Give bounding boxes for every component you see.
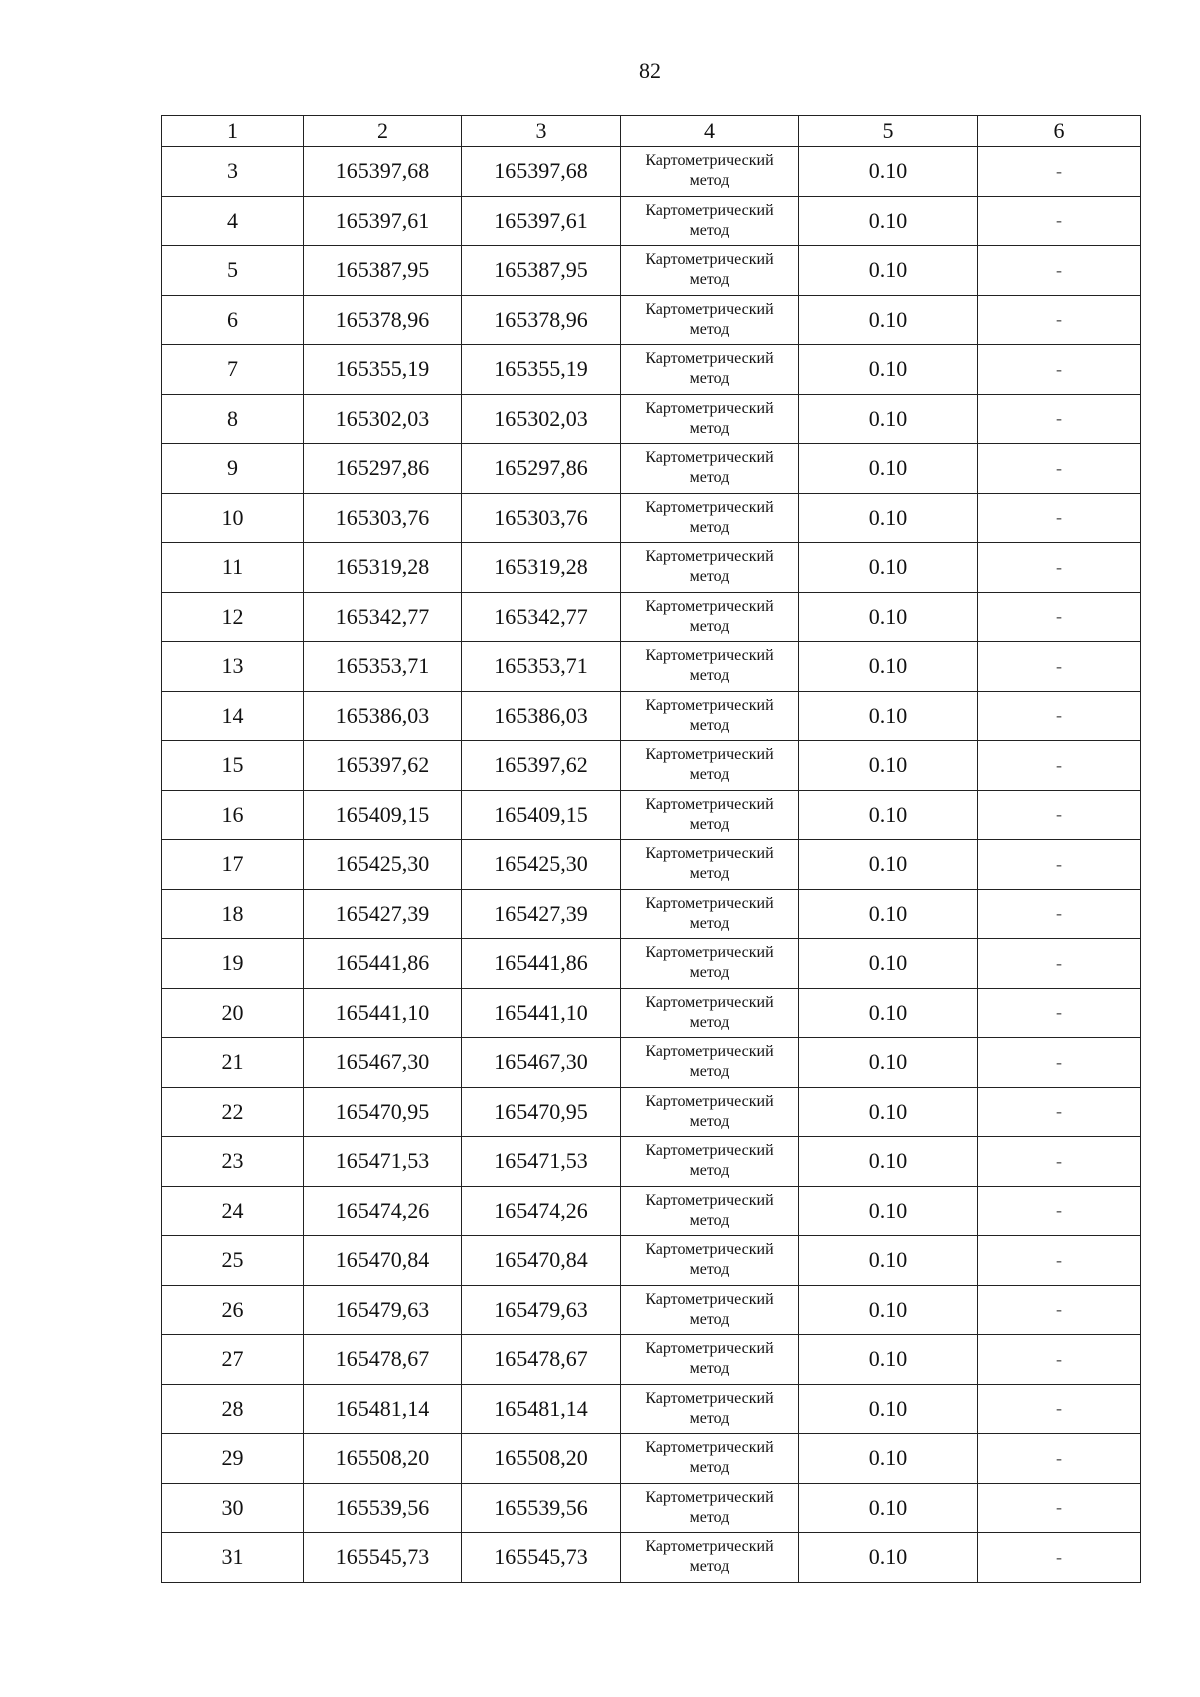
y-coordinate-cell: 165470,84 (462, 1236, 621, 1286)
method-cell (621, 394, 799, 444)
point-number-cell: 30 (162, 1483, 304, 1533)
y-coordinate-cell: 165539,56 (462, 1483, 621, 1533)
method-line-2: метод (689, 766, 730, 784)
y-coordinate-cell: 165545,73 (462, 1533, 621, 1583)
method-line-1: Картометрический (645, 795, 774, 813)
method-line-2: метод (689, 1112, 730, 1130)
table-row (162, 1483, 1141, 1533)
table-row (162, 493, 1141, 543)
method-line-2: метод (689, 1162, 730, 1180)
note-cell: - (978, 1186, 1141, 1236)
note-cell: - (978, 444, 1141, 494)
x-coordinate-cell: 165353,71 (304, 642, 462, 692)
method-line-2: метод (689, 1409, 730, 1427)
accuracy-cell: 0.10 (799, 642, 978, 692)
x-coordinate-cell: 165387,95 (304, 246, 462, 296)
y-coordinate-cell: 165479,63 (462, 1285, 621, 1335)
point-number-cell: 17 (162, 840, 304, 890)
x-coordinate-cell: 165397,68 (304, 147, 462, 197)
column-header-1: 1 (162, 116, 304, 147)
method-line-1: Картометрический (645, 1043, 774, 1061)
point-number-cell: 26 (162, 1285, 304, 1335)
point-number-cell: 18 (162, 889, 304, 939)
note-cell: - (978, 1087, 1141, 1137)
method-line-2: метод (689, 716, 730, 734)
accuracy-cell: 0.10 (799, 543, 978, 593)
method-line-2: метод (689, 815, 730, 833)
x-coordinate-cell: 165409,15 (304, 790, 462, 840)
note-cell: - (978, 1335, 1141, 1385)
table-row (162, 592, 1141, 642)
accuracy-cell: 0.10 (799, 889, 978, 939)
y-coordinate-cell: 165409,15 (462, 790, 621, 840)
point-number-cell: 12 (162, 592, 304, 642)
method-line-1: Картометрический (645, 1191, 774, 1209)
method-line-1: Картометрический (645, 1241, 774, 1259)
method-line-2: метод (689, 964, 730, 982)
table-row (162, 1137, 1141, 1187)
accuracy-cell: 0.10 (799, 691, 978, 741)
method-line-2: метод (689, 1261, 730, 1279)
point-number-cell: 9 (162, 444, 304, 494)
note-cell: - (978, 1137, 1141, 1187)
x-coordinate-cell: 165478,67 (304, 1335, 462, 1385)
table-row (162, 1236, 1141, 1286)
accuracy-cell: 0.10 (799, 295, 978, 345)
point-number-cell: 14 (162, 691, 304, 741)
method-line-1: Картометрический (645, 746, 774, 764)
x-coordinate-cell: 165479,63 (304, 1285, 462, 1335)
x-coordinate-cell: 165342,77 (304, 592, 462, 642)
accuracy-cell: 0.10 (799, 147, 978, 197)
method-line-2: метод (689, 469, 730, 487)
note-cell: - (978, 691, 1141, 741)
accuracy-cell: 0.10 (799, 1236, 978, 1286)
point-number-cell: 7 (162, 345, 304, 395)
note-cell: - (978, 345, 1141, 395)
method-line-1: Картометрический (645, 1488, 774, 1506)
method-line-1: Картометрический (645, 201, 774, 219)
note-cell: - (978, 840, 1141, 890)
x-coordinate-cell: 165470,84 (304, 1236, 462, 1286)
table-row (162, 790, 1141, 840)
y-coordinate-cell: 165378,96 (462, 295, 621, 345)
x-coordinate-cell: 165545,73 (304, 1533, 462, 1583)
y-coordinate-cell: 165397,62 (462, 741, 621, 791)
method-line-1: Картометрический (645, 647, 774, 665)
method-line-2: метод (689, 518, 730, 536)
method-cell (621, 889, 799, 939)
y-coordinate-cell: 165302,03 (462, 394, 621, 444)
method-cell (621, 1335, 799, 1385)
table-row (162, 147, 1141, 197)
column-header-5: 5 (799, 116, 978, 147)
method-line-2: метод (689, 370, 730, 388)
point-number-cell: 5 (162, 246, 304, 296)
point-number-cell: 28 (162, 1384, 304, 1434)
accuracy-cell: 0.10 (799, 1038, 978, 1088)
accuracy-cell: 0.10 (799, 741, 978, 791)
method-cell (621, 543, 799, 593)
accuracy-cell: 0.10 (799, 246, 978, 296)
method-line-1: Картометрический (645, 300, 774, 318)
note-cell: - (978, 394, 1141, 444)
x-coordinate-cell: 165471,53 (304, 1137, 462, 1187)
method-line-1: Картометрический (645, 696, 774, 714)
method-line-1: Картометрический (645, 1538, 774, 1556)
method-line-2: метод (689, 172, 730, 190)
method-line-1: Картометрический (645, 597, 774, 615)
point-number-cell: 24 (162, 1186, 304, 1236)
accuracy-cell: 0.10 (799, 1335, 978, 1385)
method-cell (621, 592, 799, 642)
method-cell (621, 642, 799, 692)
x-coordinate-cell: 165397,62 (304, 741, 462, 791)
table-row (162, 345, 1141, 395)
method-cell (621, 345, 799, 395)
note-cell: - (978, 147, 1141, 197)
method-line-1: Картометрический (645, 1142, 774, 1160)
table-row (162, 1335, 1141, 1385)
method-line-1: Картометрический (645, 399, 774, 417)
x-coordinate-cell: 165378,96 (304, 295, 462, 345)
accuracy-cell: 0.10 (799, 939, 978, 989)
method-line-2: метод (689, 1558, 730, 1576)
method-line-1: Картометрический (645, 350, 774, 368)
method-cell (621, 1137, 799, 1187)
method-cell (621, 1483, 799, 1533)
point-number-cell: 20 (162, 988, 304, 1038)
note-cell: - (978, 1285, 1141, 1335)
table-row (162, 246, 1141, 296)
table-row (162, 939, 1141, 989)
method-line-1: Картометрический (645, 944, 774, 962)
note-cell: - (978, 196, 1141, 246)
accuracy-cell: 0.10 (799, 840, 978, 890)
y-coordinate-cell: 165303,76 (462, 493, 621, 543)
method-cell (621, 988, 799, 1038)
method-line-1: Картометрический (645, 251, 774, 269)
note-cell: - (978, 493, 1141, 543)
method-line-2: метод (689, 1211, 730, 1229)
method-cell (621, 1285, 799, 1335)
note-cell: - (978, 1533, 1141, 1583)
method-cell (621, 246, 799, 296)
y-coordinate-cell: 165297,86 (462, 444, 621, 494)
accuracy-cell: 0.10 (799, 1186, 978, 1236)
method-line-2: метод (689, 419, 730, 437)
method-line-1: Картометрический (645, 894, 774, 912)
y-coordinate-cell: 165397,61 (462, 196, 621, 246)
x-coordinate-cell: 165303,76 (304, 493, 462, 543)
y-coordinate-cell: 165387,95 (462, 246, 621, 296)
note-cell: - (978, 1384, 1141, 1434)
method-cell (621, 1186, 799, 1236)
method-line-1: Картометрический (645, 1389, 774, 1407)
accuracy-cell: 0.10 (799, 1483, 978, 1533)
method-cell (621, 1236, 799, 1286)
x-coordinate-cell: 165467,30 (304, 1038, 462, 1088)
method-line-1: Картометрический (645, 498, 774, 516)
coordinates-table (161, 115, 1141, 1583)
method-line-1: Картометрический (645, 548, 774, 566)
y-coordinate-cell: 165427,39 (462, 889, 621, 939)
x-coordinate-cell: 165319,28 (304, 543, 462, 593)
y-coordinate-cell: 165397,68 (462, 147, 621, 197)
x-coordinate-cell: 165508,20 (304, 1434, 462, 1484)
accuracy-cell: 0.10 (799, 493, 978, 543)
accuracy-cell: 0.10 (799, 345, 978, 395)
method-line-2: метод (689, 221, 730, 239)
point-number-cell: 16 (162, 790, 304, 840)
method-cell (621, 1384, 799, 1434)
method-line-1: Картометрический (645, 845, 774, 863)
table-row (162, 394, 1141, 444)
accuracy-cell: 0.10 (799, 196, 978, 246)
table-row (162, 988, 1141, 1038)
y-coordinate-cell: 165441,10 (462, 988, 621, 1038)
method-cell (621, 196, 799, 246)
note-cell: - (978, 295, 1141, 345)
note-cell: - (978, 642, 1141, 692)
method-cell (621, 741, 799, 791)
accuracy-cell: 0.10 (799, 1384, 978, 1434)
point-number-cell: 25 (162, 1236, 304, 1286)
point-number-cell: 8 (162, 394, 304, 444)
x-coordinate-cell: 165355,19 (304, 345, 462, 395)
accuracy-cell: 0.10 (799, 1533, 978, 1583)
x-coordinate-cell: 165441,10 (304, 988, 462, 1038)
point-number-cell: 31 (162, 1533, 304, 1583)
x-coordinate-cell: 165441,86 (304, 939, 462, 989)
method-cell (621, 493, 799, 543)
point-number-cell: 11 (162, 543, 304, 593)
table-row (162, 642, 1141, 692)
x-coordinate-cell: 165425,30 (304, 840, 462, 890)
table-row (162, 1533, 1141, 1583)
table-row (162, 691, 1141, 741)
column-header-2: 2 (304, 116, 462, 147)
accuracy-cell: 0.10 (799, 790, 978, 840)
point-number-cell: 22 (162, 1087, 304, 1137)
column-header-4: 4 (621, 116, 799, 147)
x-coordinate-cell: 165397,61 (304, 196, 462, 246)
y-coordinate-cell: 165386,03 (462, 691, 621, 741)
point-number-cell: 23 (162, 1137, 304, 1187)
accuracy-cell: 0.10 (799, 1285, 978, 1335)
note-cell: - (978, 790, 1141, 840)
note-cell: - (978, 988, 1141, 1038)
y-coordinate-cell: 165353,71 (462, 642, 621, 692)
point-number-cell: 13 (162, 642, 304, 692)
note-cell: - (978, 1483, 1141, 1533)
note-cell: - (978, 1236, 1141, 1286)
table-row (162, 1434, 1141, 1484)
method-cell (621, 1087, 799, 1137)
note-cell: - (978, 1038, 1141, 1088)
y-coordinate-cell: 165478,67 (462, 1335, 621, 1385)
method-cell (621, 1533, 799, 1583)
x-coordinate-cell: 165386,03 (304, 691, 462, 741)
accuracy-cell: 0.10 (799, 1137, 978, 1187)
method-cell (621, 1434, 799, 1484)
x-coordinate-cell: 165470,95 (304, 1087, 462, 1137)
method-line-2: метод (689, 617, 730, 635)
note-cell: - (978, 543, 1141, 593)
method-cell (621, 840, 799, 890)
x-coordinate-cell: 165427,39 (304, 889, 462, 939)
method-line-2: метод (689, 914, 730, 932)
table-row (162, 889, 1141, 939)
method-cell (621, 147, 799, 197)
y-coordinate-cell: 165474,26 (462, 1186, 621, 1236)
method-line-1: Картометрический (645, 152, 774, 170)
table-row (162, 1087, 1141, 1137)
method-cell (621, 790, 799, 840)
method-line-1: Картометрический (645, 1439, 774, 1457)
method-line-1: Картометрический (645, 1340, 774, 1358)
method-line-1: Картометрический (645, 1092, 774, 1110)
note-cell: - (978, 741, 1141, 791)
accuracy-cell: 0.10 (799, 394, 978, 444)
x-coordinate-cell: 165302,03 (304, 394, 462, 444)
method-line-1: Картометрический (645, 993, 774, 1011)
y-coordinate-cell: 165470,95 (462, 1087, 621, 1137)
y-coordinate-cell: 165471,53 (462, 1137, 621, 1187)
column-header-6: 6 (978, 116, 1141, 147)
point-number-cell: 27 (162, 1335, 304, 1385)
method-line-2: метод (689, 271, 730, 289)
y-coordinate-cell: 165425,30 (462, 840, 621, 890)
table-row (162, 741, 1141, 791)
method-cell (621, 295, 799, 345)
table-row (162, 1038, 1141, 1088)
table-row (162, 1384, 1141, 1434)
accuracy-cell: 0.10 (799, 1087, 978, 1137)
method-cell (621, 1038, 799, 1088)
table-row (162, 1186, 1141, 1236)
point-number-cell: 6 (162, 295, 304, 345)
point-number-cell: 10 (162, 493, 304, 543)
x-coordinate-cell: 165297,86 (304, 444, 462, 494)
method-line-2: метод (689, 1459, 730, 1477)
point-number-cell: 19 (162, 939, 304, 989)
method-line-2: метод (689, 320, 730, 338)
note-cell: - (978, 246, 1141, 296)
method-line-2: метод (689, 1013, 730, 1031)
note-cell: - (978, 939, 1141, 989)
header-row (162, 116, 1141, 147)
page-number: 82 (639, 58, 661, 83)
y-coordinate-cell: 165508,20 (462, 1434, 621, 1484)
method-line-1: Картометрический (645, 449, 774, 467)
method-cell (621, 939, 799, 989)
table-row (162, 295, 1141, 345)
table-row (162, 196, 1141, 246)
accuracy-cell: 0.10 (799, 988, 978, 1038)
method-line-2: метод (689, 865, 730, 883)
table-row (162, 444, 1141, 494)
note-cell: - (978, 592, 1141, 642)
column-header-3: 3 (462, 116, 621, 147)
method-cell (621, 691, 799, 741)
point-number-cell: 29 (162, 1434, 304, 1484)
y-coordinate-cell: 165319,28 (462, 543, 621, 593)
accuracy-cell: 0.10 (799, 592, 978, 642)
x-coordinate-cell: 165481,14 (304, 1384, 462, 1434)
y-coordinate-cell: 165441,86 (462, 939, 621, 989)
accuracy-cell: 0.10 (799, 444, 978, 494)
method-line-2: метод (689, 568, 730, 586)
table-body (162, 147, 1141, 1583)
y-coordinate-cell: 165467,30 (462, 1038, 621, 1088)
table-row (162, 840, 1141, 890)
method-line-2: метод (689, 667, 730, 685)
y-coordinate-cell: 165481,14 (462, 1384, 621, 1434)
x-coordinate-cell: 165474,26 (304, 1186, 462, 1236)
y-coordinate-cell: 165342,77 (462, 592, 621, 642)
note-cell: - (978, 889, 1141, 939)
table-row (162, 543, 1141, 593)
x-coordinate-cell: 165539,56 (304, 1483, 462, 1533)
note-cell: - (978, 1434, 1141, 1484)
point-number-cell: 15 (162, 741, 304, 791)
method-line-2: метод (689, 1310, 730, 1328)
method-line-2: метод (689, 1360, 730, 1378)
y-coordinate-cell: 165355,19 (462, 345, 621, 395)
table-row (162, 1285, 1141, 1335)
point-number-cell: 3 (162, 147, 304, 197)
point-number-cell: 4 (162, 196, 304, 246)
method-line-2: метод (689, 1508, 730, 1526)
method-line-2: метод (689, 1063, 730, 1081)
method-cell (621, 444, 799, 494)
point-number-cell: 21 (162, 1038, 304, 1088)
method-line-1: Картометрический (645, 1290, 774, 1308)
accuracy-cell: 0.10 (799, 1434, 978, 1484)
